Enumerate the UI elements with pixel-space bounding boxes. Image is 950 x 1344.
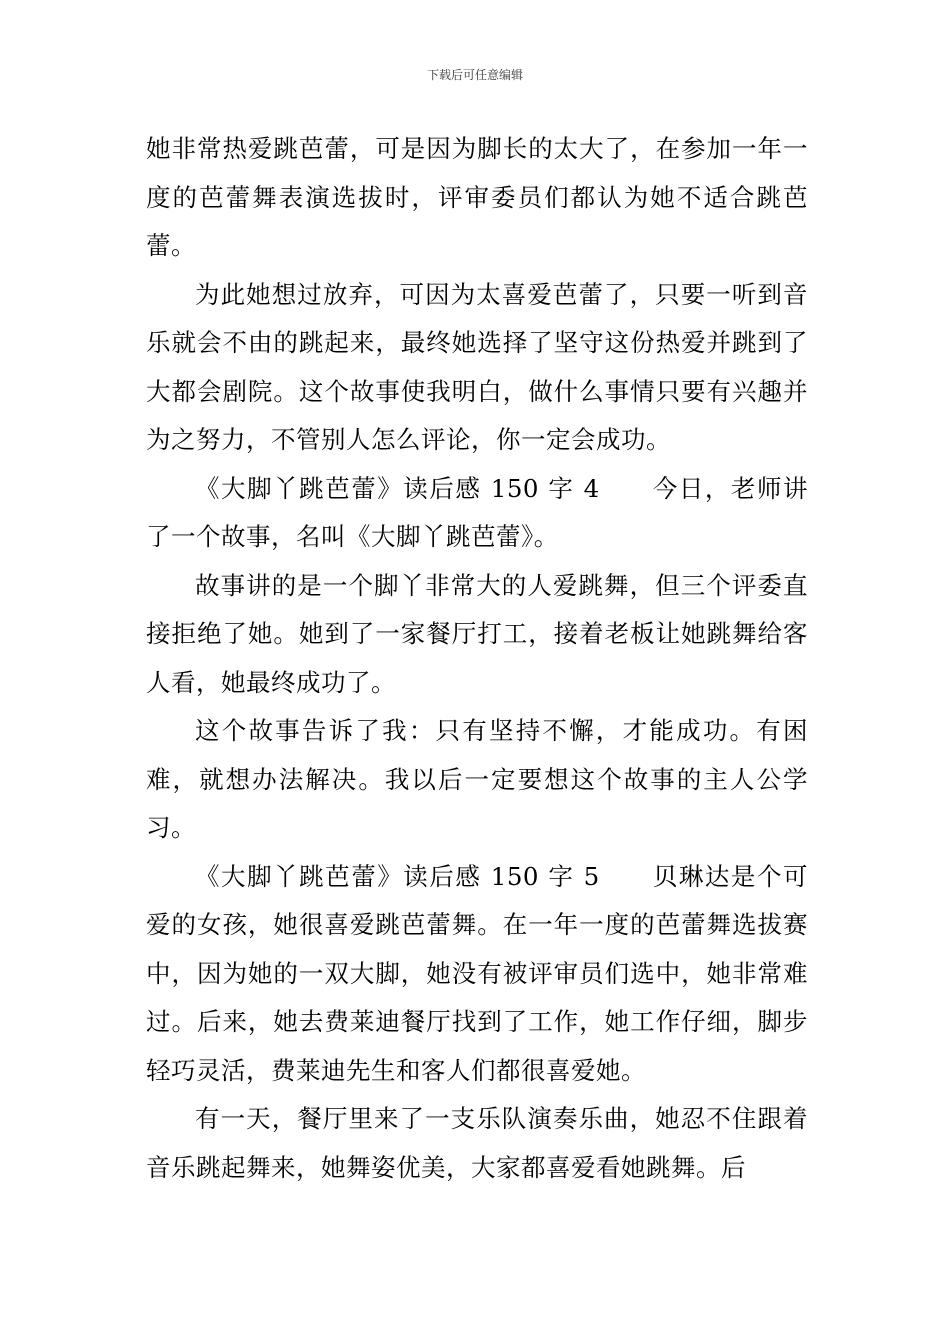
paragraph-3-text: 今日，老师讲了一个故事，名叫《大脚丫跳芭蕾》。 [146,473,809,551]
paragraph-4: 故事讲的是一个脚丫非常大的人爱跳舞，但三个评委直接拒绝了她。她到了一家餐厅打工，接着老板让她跳舞给客人看，她最终成功了。 [146,570,808,697]
essay-title-4: 《大脚丫跳芭蕾》读后感 150 字 4 [195,473,600,503]
paragraph-6-text: 贝琳达是个可爱的女孩，她很喜爱跳芭蕾舞。在一年一度的芭蕾舞选拔赛中，因为她的一双大脚，她没有被评审员们选中，她非常难过。后来，她去费莱迪餐厅找到了工作，她工作仔细，脚步轻巧灵活，费莱迪先生和客人们都很喜爱她。 [146,861,809,1085]
essay-title-5: 《大脚丫跳芭蕾》读后感 150 字 5 [195,861,600,891]
paragraph-3 [146,465,808,562]
paragraph-7: 有一天，餐厅里来了一支乐队演奏乐曲，她忍不住跟着音乐跳起舞来，她舞姿优美，大家都喜爱看她跳舞。后 [146,1104,808,1182]
paragraph-5: 这个故事告诉了我：只有坚持不懈，才能成功。有困难，就想办法解决。我以后一定要想这个故事的主人公学习。 [146,716,808,842]
paragraph-6 [146,853,808,1096]
page-header: 下载后可任意编辑 [426,68,523,82]
paragraph-1: 她非常热爱跳芭蕾，可是因为脚长的太大了，在参加一年一度的芭蕾舞表演选拔时，评审委员们都认为她不适合跳芭蕾。 [146,134,808,260]
document-body [146,125,808,1192]
paragraph-2: 为此她想过放弃，可因为太喜爱芭蕾了，只要一听到音乐就会不由的跳起来，最终她选择了坚守这份热爱并跳到了大都会剧院。这个故事使我明白，做什么事情只要有兴趣并为之努力，不管别人怎么评论，你一定会成功。 [146,279,808,454]
